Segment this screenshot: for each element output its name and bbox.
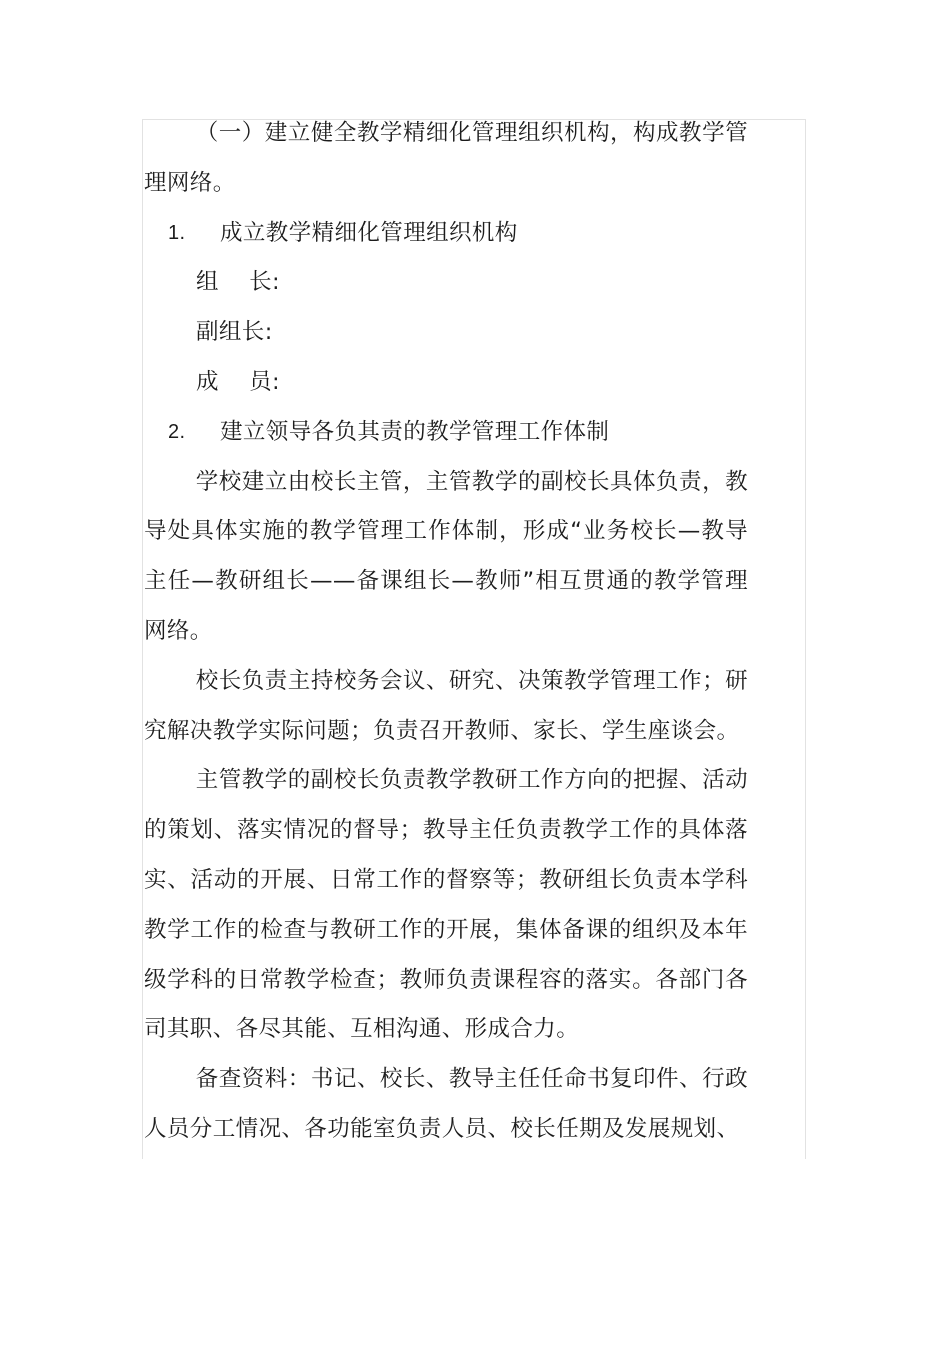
paragraph-management-system: 学校建立由校长主管，主管教学的副校长具体负责，教导处具体实施的教学管理工作体制，形成“业务校长—教导主任—教研组长——备课组长—教师”相互贯通的教学管理网络。 — [144, 468, 748, 644]
list-item-1-number: 1. — [168, 221, 186, 244]
role-deputy: 副组长: — [196, 319, 273, 346]
list-item-2-number: 2. — [168, 420, 186, 443]
paragraph-department-duties: 主管教学的副校长负责教学教研工作方向的把握、活动的策划、落实情况的督导；教导主任负责教学工作的具体落实、活动的开展、日常工作的督察等；教研组长负责本学科教学工作的检查与教研工作的开展，集体备课的组织及本年级学科的日常教学检查；教师负责课程容的落实。各部门各司其职、各尽其能、互相沟通、形成合力。 — [144, 767, 748, 1043]
document-body — [144, 109, 748, 1155]
list-item-2-title: 建立领导各负其责的教学管理工作体制 — [220, 418, 610, 445]
list-item-1-title: 成立教学精细化管理组织机构 — [220, 219, 518, 246]
paragraph-reference-materials: 备查资料：书记、校长、教导主任任命书复印件、行政人员分工情况、各功能室负责人员、校长任期及发展规划、 — [144, 1066, 748, 1142]
role-leader: 组 长: — [196, 269, 280, 296]
paragraph-principal-duties: 校长负责主持校务会议、研究、决策教学管理工作；研究解决教学实际问题；负责召开教师、家长、学生座谈会。 — [144, 667, 748, 744]
section-heading: （一）建立健全教学精细化管理组织机构，构成教学管理网络。 — [144, 120, 748, 196]
list-item-1 — [144, 209, 748, 259]
role-members: 成 员: — [196, 368, 280, 395]
list-item-2 — [144, 408, 748, 458]
